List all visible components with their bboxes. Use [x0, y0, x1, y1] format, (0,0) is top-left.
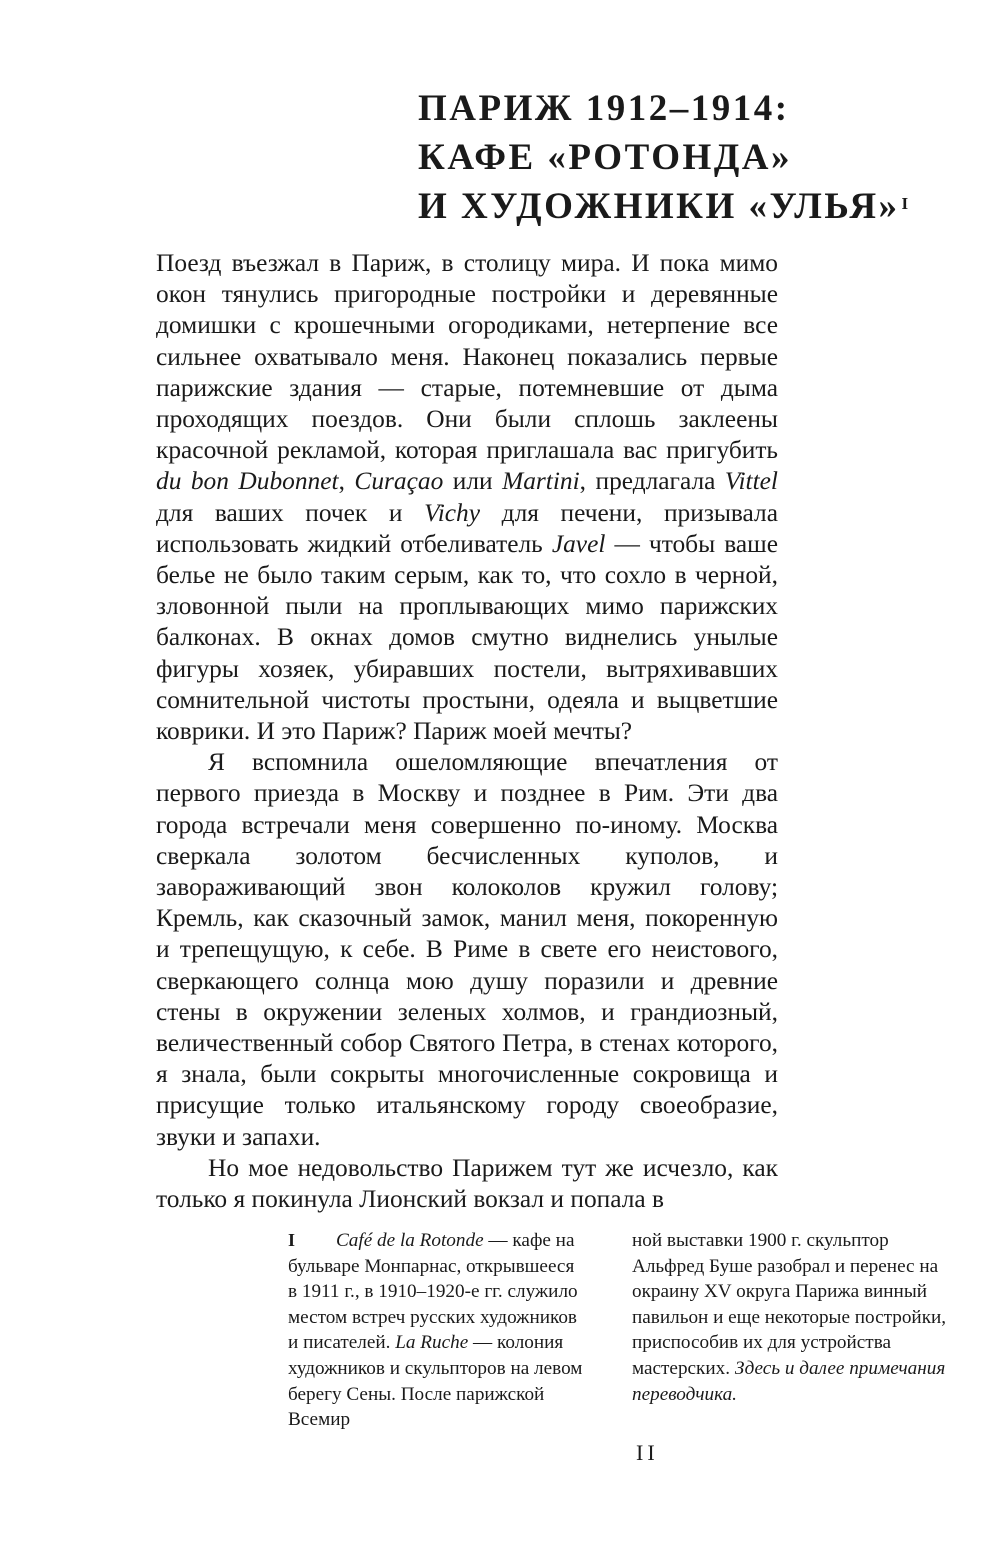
footnote-column-left	[288, 1228, 588, 1433]
page-number: II	[636, 1440, 659, 1465]
footnote-text-a: — кафе на бульваре Монпарнас, открывшееся в 1911 г., в 1910–1920-е гг. служило местом встреч русских художников и писателей.	[288, 1230, 578, 1354]
footnote-marker: I	[288, 1230, 296, 1250]
paragraph-2: Я вспомнила ошеломляющие впечатления от первого приезда в Москву и позднее в Рим. Эти два города встречали меня совершенно по-иному. Москва сверкала золотом бесчисленных куполов, и завораживающий звон колоколов кружил голову; Кремль, как сказочный замок, манил меня, покоренную и трепещущую, к себе. В Риме в свете его неистового, сверкающего солнца мою душу поразили и древние стены в окружении зеленых холмов, и грандиозный, величественный собор Святого Петра, в стенах которого, я знала, были сокрыты многочисленные сокровища и присущие только итальянскому городу своеобразие, звуки и запахи.	[156, 748, 778, 1151]
footnote-text-c: ной выставки 1900 г. скульптор Альфред Буше разобрал и перенес на окраину XV округа Парижа винный павильон и еще некоторые постройки, приспособив их для устройства мастерских.	[632, 1230, 947, 1379]
footnote-italic-translator-note: Здесь и далее примечания переводчика.	[632, 1357, 946, 1405]
paragraph-1-text-c: или	[443, 467, 503, 496]
italic-martini: Martini	[502, 467, 580, 496]
italic-vichy: Vichy	[424, 498, 481, 527]
paragraph-1-text-b: ,	[338, 467, 355, 496]
footnote-italic-la-ruche: La Ruche	[395, 1332, 469, 1354]
chapter-footnote-reference[interactable]: I	[901, 194, 909, 213]
footnote-1-part-2	[632, 1228, 952, 1407]
italic-vittel: Vittel	[724, 467, 778, 496]
footnotes	[288, 1228, 968, 1433]
chapter-title-line-2: КАФЕ «РОТОНДА»	[418, 137, 793, 178]
paragraph-3: Но мое недовольство Парижем тут же исчезло, как только я покинула Лионский вокзал и попала в	[156, 1153, 778, 1214]
italic-curacao: Curaçao	[354, 467, 444, 496]
footnote-italic-rotonde: Café de la Rotonde	[336, 1230, 484, 1251]
footnote-column-right	[632, 1228, 952, 1433]
italic-javel: Javel	[551, 529, 606, 558]
paragraph-1-text-f: для печени, призывала использовать жидкий отбеливатель	[156, 498, 778, 558]
footnote-1-part-1	[288, 1228, 588, 1433]
chapter-title-line-1: ПАРИЖ 1912–1914:	[418, 88, 790, 129]
body-text	[156, 248, 778, 1215]
italic-dubonnet: du bon Dubonnet	[156, 467, 339, 496]
paragraph-1-text-a: Поезд въезжал в Париж, в столицу мира. И пока мимо окон тянулись пригородные постройки и деревянные домишки с крошечными огородиками, нетерпение все сильнее охватывало меня. Наконец показались первые парижские здания — старые, потемневшие от дыма проходящих поездов. Они были сплошь заклеены красочной рекламой, которая приглашала вас пригубить	[156, 249, 778, 465]
footnote-text-b: — колония художников и скульпторов на левом берегу Сены. После парижской Всемир	[288, 1332, 583, 1431]
chapter-title-line-3-text: И ХУДОЖНИКИ «УЛЬЯ»	[418, 186, 900, 227]
paragraph-1-text-d: , предлагала	[579, 467, 725, 496]
chapter-title	[418, 84, 978, 231]
chapter-title-line-3	[418, 182, 978, 231]
paragraph-1-text-g: — чтобы ваше белье не было таким серым, как то, что сохло в черной, зловонной пыли на проплывающих мимо парижских балконах. В окнах домов смутно виднелись унылые фигуры хозяек, убиравших постели, вытряхивавших сомнительной чистоты простыни, одеяла и выцветшие коврики. И это Париж? Париж моей мечты?	[156, 529, 778, 746]
paragraph-1-text-e: для ваших почек и	[156, 498, 425, 527]
paragraph-1	[156, 248, 778, 747]
